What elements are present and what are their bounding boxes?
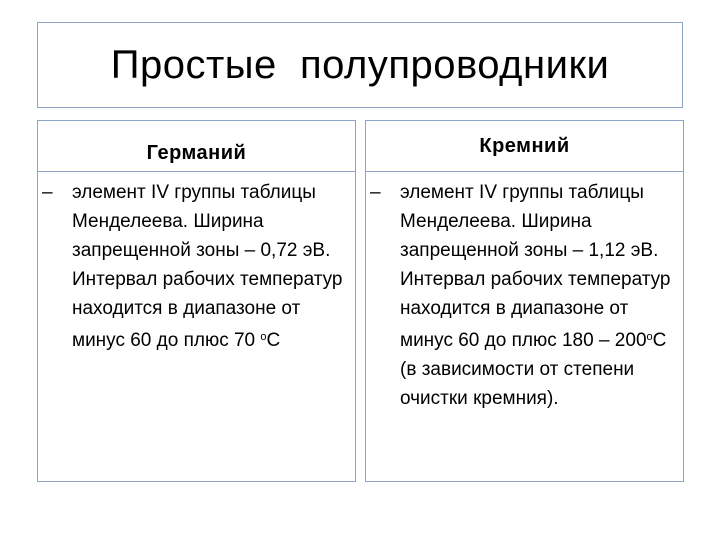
dash-marker: – xyxy=(370,182,381,203)
celsius-unit: С xyxy=(266,330,281,351)
slide-title: Простые полупроводники xyxy=(110,42,610,87)
silicon-bullet xyxy=(370,178,675,413)
silicon-heading: Кремний xyxy=(479,134,570,157)
germanium-heading: Германий xyxy=(146,142,247,164)
germanium-column xyxy=(37,120,356,482)
dash-marker: – xyxy=(42,182,53,203)
degree-mark: о xyxy=(646,331,653,343)
silicon-description xyxy=(366,172,683,413)
silicon-text-end: С (в зависимости от степени очистки кремния). xyxy=(400,330,667,409)
degree-mark: о xyxy=(260,331,267,343)
germanium-text: элемент IV группы таблицы Менделеева. Ширина запрещенной зоны – 0,72 эВ. Интервал рабочих температур находится в диапазоне от минус 60 до плюс 70 xyxy=(72,182,343,351)
germanium-bullet xyxy=(42,178,347,355)
slide-title-box xyxy=(37,22,683,108)
silicon-column xyxy=(365,120,684,482)
germanium-header xyxy=(38,121,355,172)
germanium-description xyxy=(38,172,355,355)
silicon-text: элемент IV группы таблицы Менделеева. Ширина запрещенной зоны – 1,12 эВ. Интервал рабочих температур находится в диапазоне от минус 60 до плюс 180 – 200 xyxy=(400,182,671,351)
silicon-header xyxy=(366,121,683,172)
